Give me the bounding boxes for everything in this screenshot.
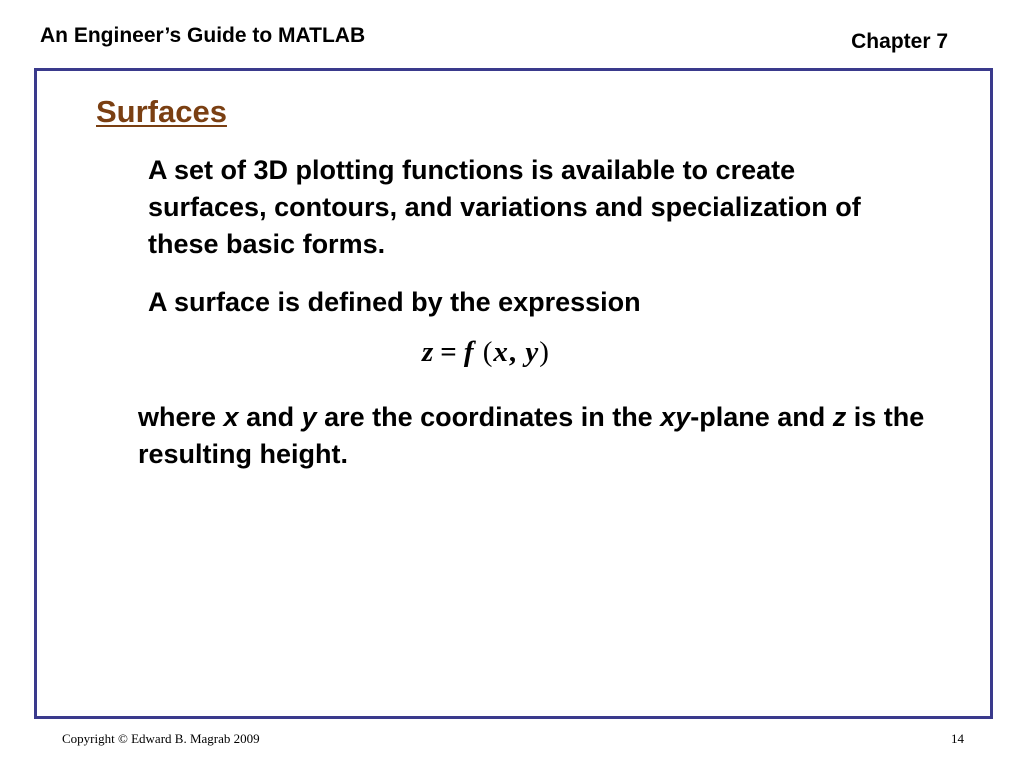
equation-func: f	[463, 336, 475, 368]
equation-arg-y: y	[525, 336, 540, 368]
equation-comma: ,	[508, 336, 518, 368]
explanation-var-z: z	[832, 402, 847, 432]
equation-equals: =	[440, 336, 458, 368]
equation-lhs: z	[422, 336, 435, 368]
explanation-text-1: where	[138, 402, 224, 432]
explanation-text-5: is the resulting height.	[138, 402, 925, 469]
copyright-notice: Copyright © Edward B. Magrab 2009	[62, 731, 260, 746]
explanation-text-2: and	[238, 402, 302, 432]
explanation-var-x: x	[223, 402, 239, 432]
equation-close-paren: )	[539, 336, 550, 368]
definition-paragraph: A surface is defined by the expression	[148, 287, 641, 317]
explanation-text-4: -plane and	[690, 402, 833, 432]
intro-paragraph: A set of 3D plotting functions is available to create surfaces, contours, and variations and specialization of these basic forms.	[148, 155, 861, 259]
chapter-label: Chapter 7	[851, 30, 948, 53]
explanation-paragraph	[138, 399, 968, 473]
equation-open-paren: (	[482, 336, 494, 368]
equation-arg-x: x	[493, 336, 509, 368]
slide-title: Surfaces	[96, 94, 227, 129]
page-number: 14	[951, 731, 964, 746]
explanation-text-3: are the coordinates in the	[316, 402, 661, 432]
explanation-var-xy: xy	[660, 402, 691, 432]
explanation-var-y: y	[301, 402, 317, 432]
book-title: An Engineer’s Guide to MATLAB	[40, 24, 366, 47]
surface-equation	[422, 336, 550, 369]
